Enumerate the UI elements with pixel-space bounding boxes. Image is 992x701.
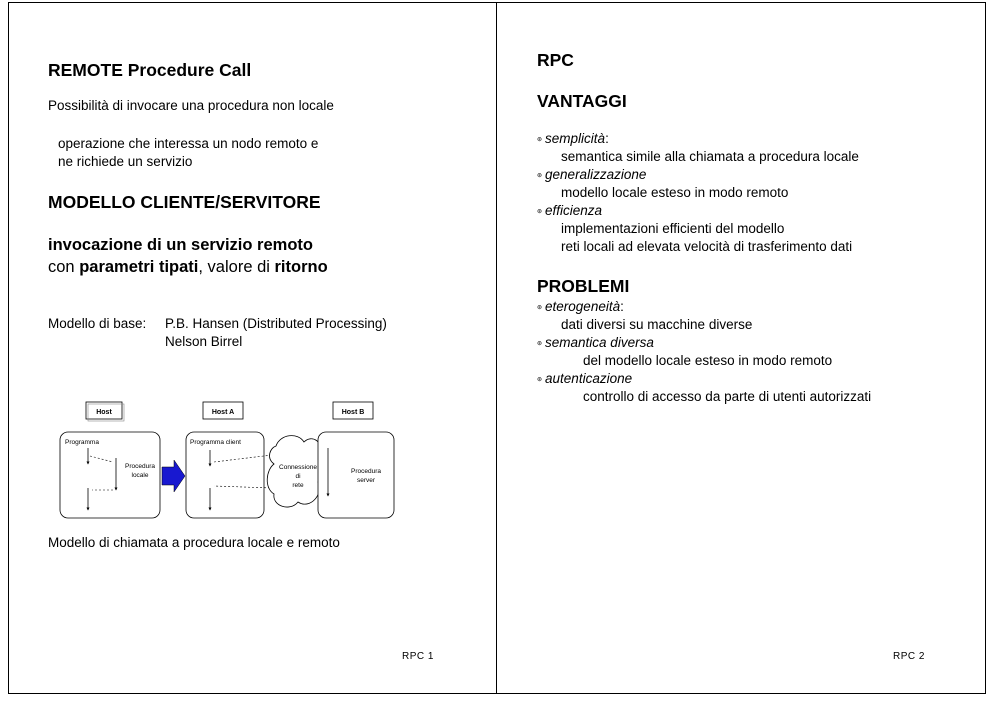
- slide1-invocation-line1: invocazione di un servizio remoto: [48, 236, 313, 254]
- problema-item-autenticazione: [537, 371, 632, 386]
- vantaggio-label: efficienza: [545, 203, 603, 218]
- vantaggio-label: semplicità: [545, 131, 606, 146]
- connessione-label-2: di: [295, 473, 301, 480]
- vantaggio-suffix: :: [605, 131, 609, 146]
- problema-item-eterogeneita: [537, 299, 624, 314]
- connessione-label-3: rete: [292, 482, 304, 489]
- slide2-footer: RPC 2: [893, 651, 925, 662]
- bullet-icon: ⊛: [537, 377, 543, 383]
- slide1-footer: RPC 1: [402, 651, 434, 662]
- host-b-box: [318, 432, 394, 518]
- slide1-detail-line2: ne richiede un servizio: [58, 154, 193, 169]
- vantaggio-desc: semantica simile alla chiamata a procedura locale: [561, 149, 859, 164]
- vantaggio-desc: modello locale esteso in modo remoto: [561, 185, 789, 200]
- problema-desc: dati diversi su macchine diverse: [561, 317, 753, 332]
- slide1-title: REMOTE Procedure Call: [48, 60, 252, 80]
- host-a-label: Host A: [211, 409, 235, 416]
- vantaggio-item-generalizzazione: [537, 167, 646, 182]
- slide1-intro: Possibilità di invocare una procedura non locale: [48, 98, 334, 113]
- problema-item-semantica: [537, 335, 654, 350]
- slide2-title: RPC: [537, 50, 574, 70]
- invocation-bold-params: parametri tipati: [79, 258, 199, 276]
- invocation-pre: con: [48, 258, 80, 276]
- host-label: Host: [96, 409, 112, 416]
- slide1-detail-line1: operazione che interessa un nodo remoto e: [58, 136, 319, 151]
- rpc-call-diagram: [58, 398, 398, 523]
- host-b-label: Host B: [341, 409, 365, 416]
- procedura-locale-2: locale: [131, 472, 149, 479]
- problemi-heading: PROBLEMI: [537, 276, 630, 296]
- bullet-icon: ⊛: [537, 341, 543, 347]
- vantaggi-heading: VANTAGGI: [537, 91, 627, 111]
- bullet-icon: ⊛: [537, 173, 543, 179]
- bullet-icon: ⊛: [537, 137, 543, 143]
- invocation-bold-return: ritorno: [274, 258, 328, 276]
- procedura-server-1: Procedura: [351, 468, 381, 475]
- problema-label: semantica diversa: [545, 335, 654, 350]
- network-cloud: [267, 436, 326, 507]
- programma-client-label: Programma client: [190, 439, 241, 446]
- problema-suffix: :: [620, 299, 624, 314]
- page-divider: [496, 2, 497, 694]
- vantaggio-desc: implementazioni efficienti del modello: [561, 221, 785, 236]
- problema-desc: del modello locale esteso in modo remoto: [583, 353, 833, 368]
- slide1-model-heading: MODELLO CLIENTE/SERVITORE: [48, 192, 321, 212]
- vantaggio-item-efficienza: [537, 203, 602, 218]
- procedura-server-2: server: [356, 477, 376, 484]
- problema-label: eterogeneità: [545, 299, 621, 314]
- bullet-icon: ⊛: [537, 209, 543, 215]
- programma-label: Programma: [65, 439, 99, 446]
- slide1-base-label: Modello di base:: [48, 316, 147, 331]
- blue-transform-arrow: [162, 460, 185, 492]
- vantaggio-desc-2: reti locali ad elevata velocità di trasferimento dati: [561, 239, 853, 254]
- connessione-label-1: Connessione: [279, 464, 317, 471]
- slide1-base-value1: P.B. Hansen (Distributed Processing): [165, 316, 387, 331]
- slide1-invocation-line2: [48, 258, 328, 277]
- vantaggio-item-semplicita: [537, 131, 609, 146]
- procedura-locale-1: Procedura: [125, 463, 155, 470]
- invocation-mid: , valore di: [198, 258, 275, 276]
- slide1-base-value2: Nelson Birrel: [165, 334, 243, 349]
- problema-label: autenticazione: [545, 371, 633, 386]
- bullet-icon: ⊛: [537, 305, 543, 311]
- problema-desc: controllo di accesso da parte di utenti autorizzati: [583, 389, 872, 404]
- slide1-caption: Modello di chiamata a procedura locale e remoto: [48, 535, 340, 550]
- vantaggio-label: generalizzazione: [545, 167, 647, 182]
